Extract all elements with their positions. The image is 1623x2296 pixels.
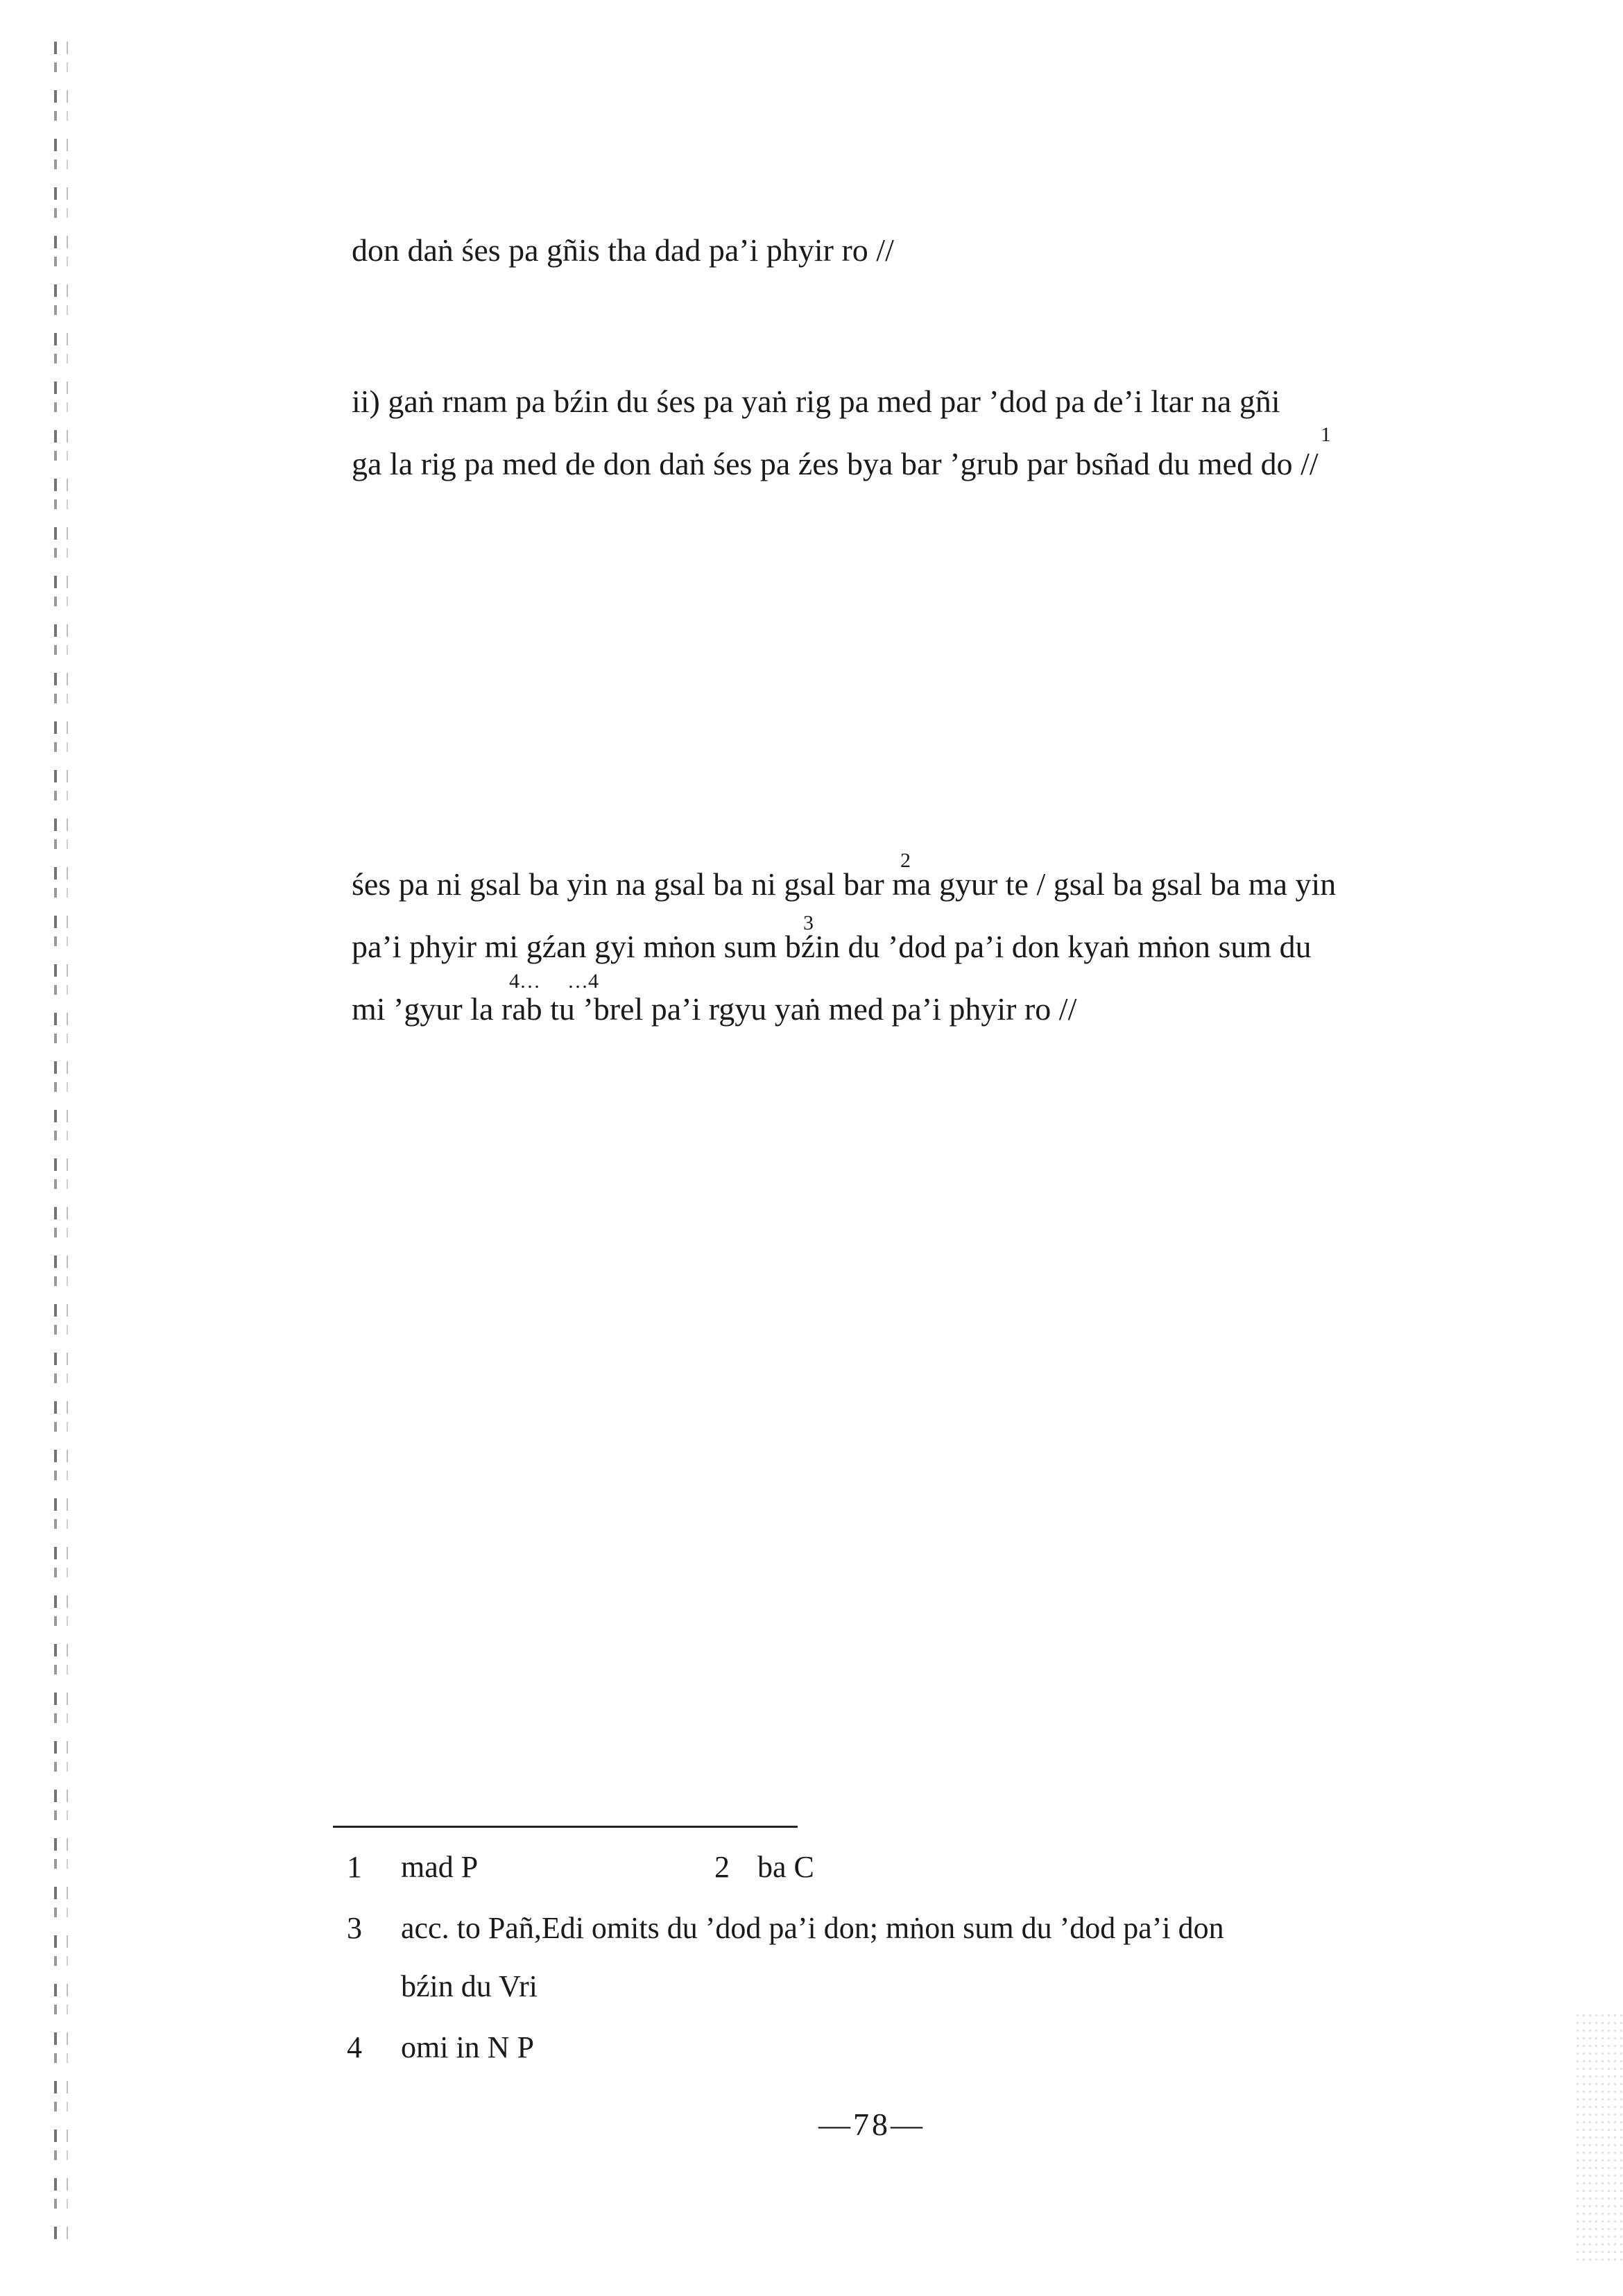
text-line-4: śes pa ni gsal ba yin na gsal ba ni gsal bar ma gyur te / gsal ba gsal ba ma yin [352,866,1337,902]
footnote-number: 2 [714,1850,730,1884]
footnote-marker-3: 3 [803,911,814,934]
text-line-5: pa’i phyir mi gźan gyi mṅon sum bźin du ’dod pa’i don kyaṅ mṅon sum du [352,929,1312,964]
text-line-1: don daṅ śes pa gñis tha dad pa’i phyir ro // [352,232,894,268]
footnote-marker-4-start: 4… [509,970,540,993]
text-line-6: mi ’gyur la rab tu ’brel pa’i rgyu yaṅ med pa’i phyir ro // [352,991,1077,1027]
footnote-text: bźin du Vri [401,1969,538,2003]
footnote-marker-2: 2 [900,849,911,872]
footnote-marker-4-end: …4 [567,970,599,993]
footnote-text: omi in N P [401,2030,534,2064]
text-line-3: ga la rig pa med de don daṅ śes pa źes bya bar ’grub par bsñad du med do // [352,446,1319,481]
footnote-marker-1: 1 [1321,423,1331,446]
footnote-text: acc. to Pañ,Edi omits du ’dod pa’i don; mṅon sum du ’dod pa’i don [401,1911,1224,1945]
scan-noise [1574,2012,1623,2261]
footnote-number: 3 [347,1911,362,1945]
footnote-text: mad P [401,1850,479,1884]
binding-edge [54,42,57,2247]
binding-edge-shadow [67,42,68,2247]
footnote-number: 1 [347,1850,362,1884]
footnote-text: ba C [757,1850,814,1884]
footnote-separator [333,1826,798,1828]
footnote-number: 4 [347,2030,362,2064]
page-number: —78— [818,2107,925,2142]
text-line-2: ii) gaṅ rnam pa bźin du śes pa yaṅ rig pa med par ’dod pa de’i ltar na gñi [352,384,1280,419]
